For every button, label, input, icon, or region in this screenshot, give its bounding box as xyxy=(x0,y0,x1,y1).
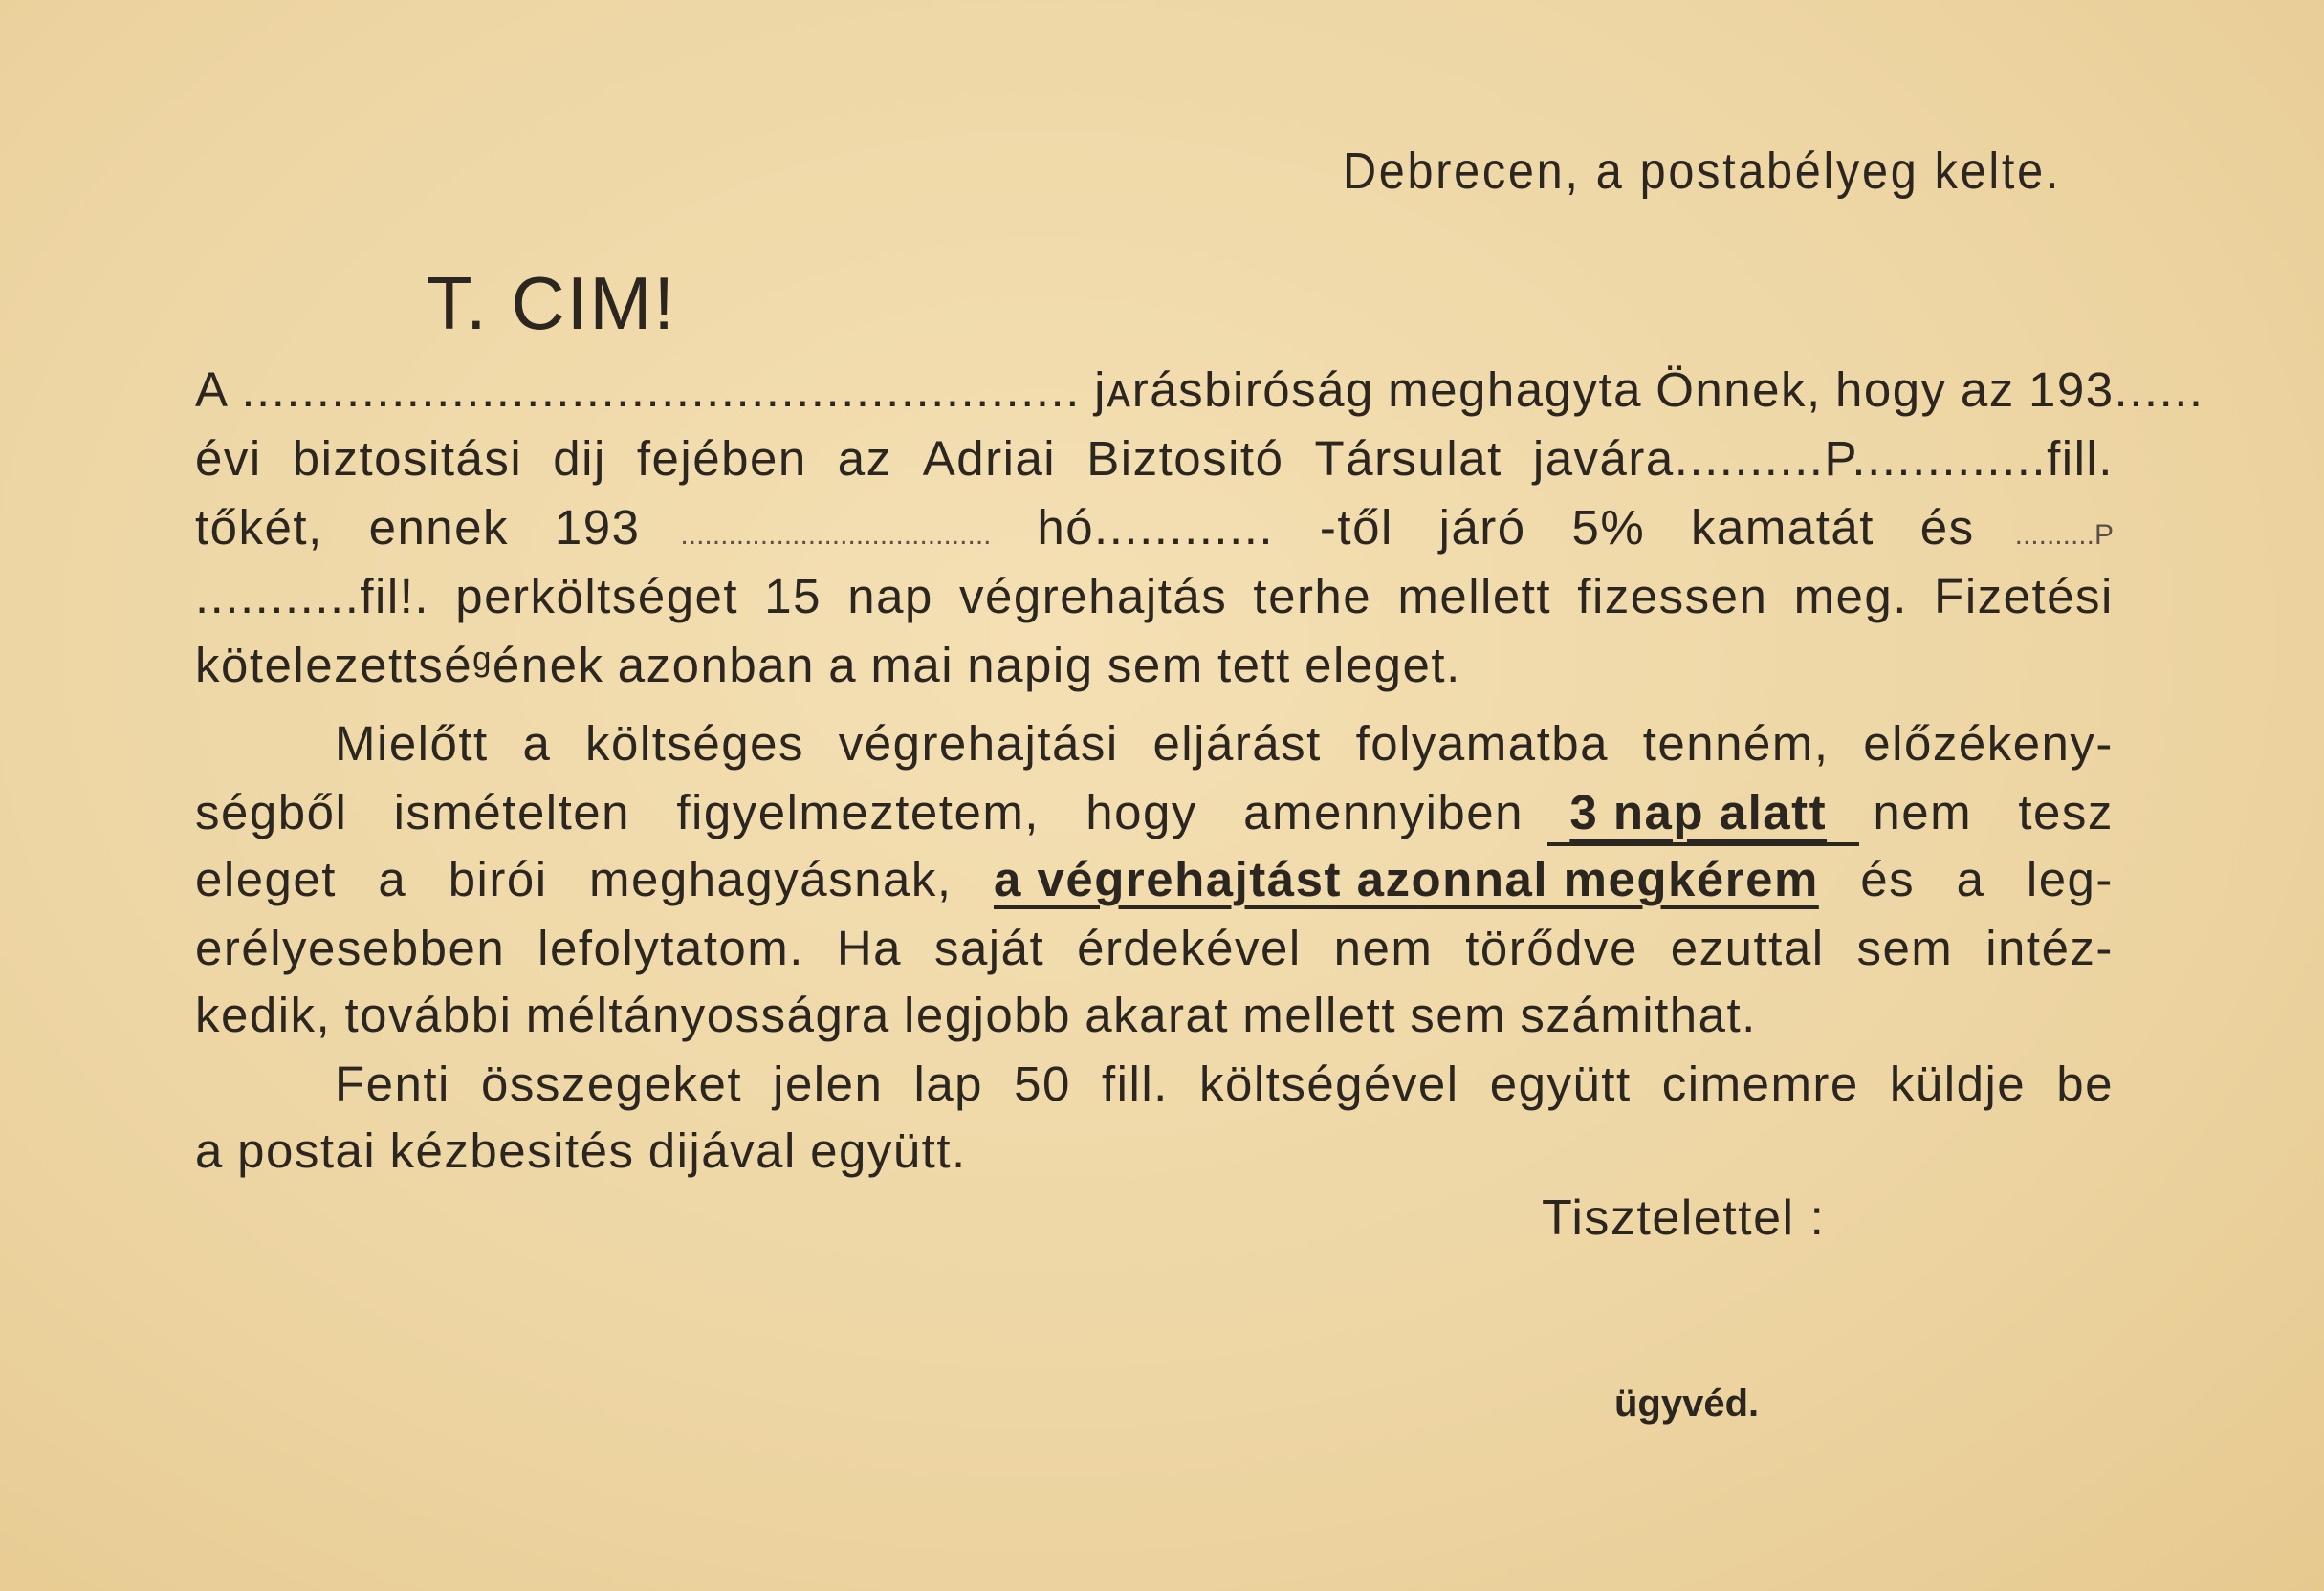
body-word: ezuttal xyxy=(1670,921,1825,975)
body-word: napig xyxy=(967,638,1094,692)
body-word: eleget xyxy=(195,852,337,906)
body-word: 50 xyxy=(1014,1057,1071,1111)
body-word: 3 nap alatt xyxy=(1569,785,1828,839)
body-word: jelen xyxy=(773,1057,884,1111)
body-word: sem xyxy=(1856,921,1954,975)
body-word: nem xyxy=(1333,921,1434,975)
body-word: Adriai xyxy=(922,431,1057,486)
body-word: fill. xyxy=(1102,1057,1169,1111)
body-word: 5% xyxy=(1571,500,1646,555)
body-word: érdekével xyxy=(1077,921,1302,975)
body-word: összegeket xyxy=(481,1057,742,1111)
body-word: meghagyásnak, xyxy=(588,852,953,906)
body-word: terhe xyxy=(1253,569,1372,623)
body-word: együtt xyxy=(1489,1057,1632,1111)
body-word: méltányosságra xyxy=(525,988,890,1042)
body-word: Biztositó xyxy=(1086,431,1284,486)
body-word: lap xyxy=(913,1057,984,1111)
body-word: leg- xyxy=(2026,852,2114,906)
body-word: postai xyxy=(237,1123,377,1178)
body-line xyxy=(195,562,2114,631)
body-word: Társulat xyxy=(1314,431,1502,486)
body-word: Mielőtt xyxy=(335,716,489,771)
body-word: az xyxy=(837,431,892,486)
body-word: figyelmeztetem, xyxy=(676,785,1040,839)
body-line xyxy=(195,845,2114,914)
body-word: költségével xyxy=(1198,1057,1459,1111)
body-word: ..........P xyxy=(2014,519,2114,551)
body-line xyxy=(195,425,2114,493)
body-word: dij xyxy=(553,431,606,486)
body-line xyxy=(335,709,2114,778)
closing: Tisztelettel : xyxy=(1542,1190,1826,1246)
body-word: birói xyxy=(448,852,548,906)
body-word: A ........................................................ xyxy=(195,362,1081,417)
body-word: Fizetési xyxy=(1934,569,2114,623)
body-word: együtt. xyxy=(810,1123,967,1178)
body-word: 15 xyxy=(764,569,822,623)
body-word: tenném, xyxy=(1642,716,1830,771)
body-word: sem xyxy=(1107,638,1204,692)
place-date: Debrecen, a postabélyeg kelte. xyxy=(1343,142,2062,200)
body-word: végrehajtási xyxy=(838,716,1119,771)
body-word: be xyxy=(2056,1057,2114,1111)
body-word: nap xyxy=(847,569,933,623)
body-word: intéz- xyxy=(1985,921,2114,975)
body-word: folyamatba xyxy=(1355,716,1610,771)
body-line xyxy=(195,1117,2114,1186)
body-word: 193 xyxy=(554,500,641,555)
body-word: hogy xyxy=(1085,785,1197,839)
body-word: dijával xyxy=(647,1123,797,1178)
body-word: fizessen xyxy=(1577,569,1768,623)
body-word: kötelezettséᵍének xyxy=(195,638,604,692)
body-word: előzékeny- xyxy=(1863,716,2114,771)
body-word: járó xyxy=(1438,500,1526,555)
body-word: javára..........P.............fill. xyxy=(1532,431,2114,486)
body-word: 193...... xyxy=(2028,362,2204,417)
body-word: a xyxy=(195,1123,224,1178)
body-word: kamatát xyxy=(1691,500,1875,555)
body-word: nem xyxy=(1873,785,1973,839)
body-word: erélyesebben xyxy=(195,921,506,975)
body-word: végrehajtás xyxy=(959,569,1228,623)
body-word: legjobb xyxy=(904,988,1071,1042)
body-word: ismételten xyxy=(393,785,631,839)
body-word: jᴀrásbiróság xyxy=(1094,362,1374,417)
body-line xyxy=(195,778,2114,847)
body-word: az xyxy=(1960,362,2015,417)
body-line xyxy=(195,493,2114,570)
body-word: fejében xyxy=(636,431,807,486)
body-word: számithat. xyxy=(1520,988,1757,1042)
body-word: mai xyxy=(870,638,954,692)
body-word: Ha xyxy=(836,921,903,975)
body-word: mellett xyxy=(1242,988,1396,1042)
body-line xyxy=(195,356,2204,425)
salutation: T. CIM! xyxy=(427,261,676,345)
body-word: sem xyxy=(1410,988,1507,1042)
body-word: ....................................... xyxy=(680,519,992,551)
body-word: hogy xyxy=(1834,362,1947,417)
body-word: és xyxy=(1919,500,1975,555)
body-word: mellett xyxy=(1397,569,1552,623)
body-word: Fenti xyxy=(335,1057,450,1111)
body-word: évi xyxy=(195,431,262,486)
body-word: kedik, xyxy=(195,988,332,1042)
body-word: a végrehajtást azonnal megkérem xyxy=(993,852,1819,906)
signature-title: ügyvéd. xyxy=(1614,1383,1760,1425)
body-word: meghagyta xyxy=(1388,362,1642,417)
emphasis-rule xyxy=(1547,842,1859,846)
body-word: törődve xyxy=(1465,921,1638,975)
body-word: tőkét, xyxy=(195,500,323,555)
body-word: akarat xyxy=(1085,988,1230,1042)
body-word: eljárást xyxy=(1152,716,1322,771)
body-word: a xyxy=(828,638,858,692)
body-word: küldje xyxy=(1889,1057,2027,1111)
body-word: lefolytatom. xyxy=(537,921,804,975)
body-word: biztositási xyxy=(292,431,523,486)
body-word: költséges xyxy=(585,716,804,771)
body-word: cimemre xyxy=(1661,1057,1859,1111)
body-word: meg. xyxy=(1793,569,1908,623)
body-word: kézbesités xyxy=(389,1123,635,1178)
body-line xyxy=(335,1050,2114,1119)
body-word: ...........fil!. xyxy=(195,569,430,623)
body-word: a xyxy=(378,852,407,906)
body-word: hó............ xyxy=(1037,500,1275,555)
body-word: további xyxy=(344,988,513,1042)
body-word: és xyxy=(1860,852,1916,906)
body-line xyxy=(195,914,2114,983)
body-word: a xyxy=(1956,852,1985,906)
body-line xyxy=(195,981,2114,1050)
body-word: ségből xyxy=(195,785,348,839)
body-word: -től xyxy=(1319,500,1393,555)
body-line xyxy=(195,631,2114,700)
body-word: a xyxy=(522,716,552,771)
body-word: amennyiben xyxy=(1243,785,1524,839)
body-word: saját xyxy=(933,921,1045,975)
body-word: tett xyxy=(1217,638,1291,692)
body-word: azonban xyxy=(617,638,815,692)
body-word: perköltséget xyxy=(455,569,739,623)
body-word: Önnek, xyxy=(1655,362,1822,417)
body-word: eleget. xyxy=(1305,638,1461,692)
body-word: ennek xyxy=(368,500,510,555)
body-word: tesz xyxy=(2018,785,2114,839)
